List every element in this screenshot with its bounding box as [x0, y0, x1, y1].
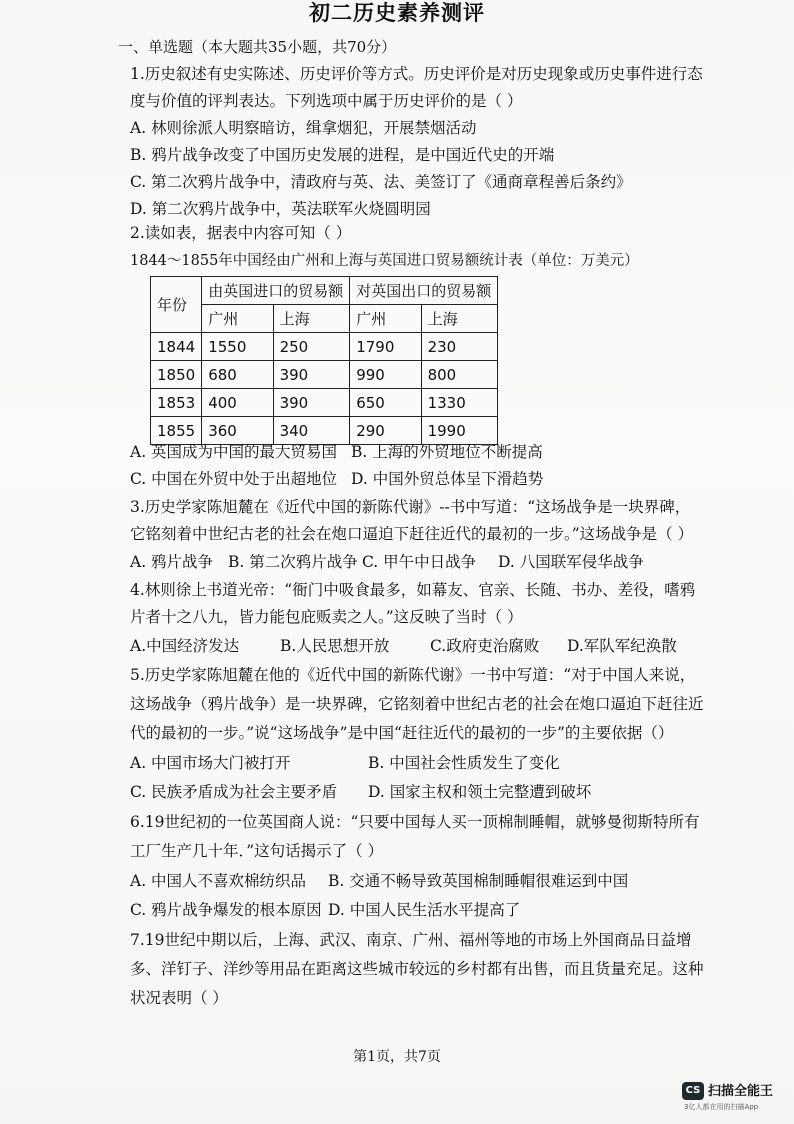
- trade-table: [150, 276, 498, 445]
- import-guangzhou-cell: 1550: [202, 333, 273, 361]
- table-subheader-row: [151, 305, 498, 333]
- export-shanghai-cell: 230: [421, 333, 498, 361]
- q4-option-a: A.中国经济发达: [130, 637, 240, 655]
- q6-option-a: A. 中国人不喜欢棉纺织品: [130, 872, 307, 890]
- q3-option-c: C. 甲午中日战争: [362, 553, 477, 571]
- watermark-name: 扫描全能王: [708, 1084, 774, 1099]
- watermark-tagline: 3亿人都在用的扫描App: [684, 1103, 759, 1111]
- q1-option-a: A. 林则徐派人明察暗访，缉拿烟犯，开展禁烟活动: [130, 119, 477, 137]
- q6-option-d: D. 中国人民生活水平提高了: [328, 901, 521, 919]
- q2-table-caption: 1844～1855年中国经由广州和上海与英国进口贸易额统计表（单位：万美元）: [130, 253, 639, 269]
- import-guangzhou-cell: 680: [202, 361, 273, 389]
- scanner-watermark: [682, 1080, 792, 1120]
- export-guangzhou-cell: 650: [350, 389, 421, 417]
- table-row: [151, 361, 498, 389]
- table-row: [151, 333, 498, 361]
- import-shanghai-cell: 390: [273, 361, 350, 389]
- export-shanghai-header: 上海: [421, 305, 498, 333]
- q6-option-b: B. 交通不畅导致英国棉制睡帽很难运到中国: [328, 872, 629, 890]
- q2-option-a: A. 英国成为中国的最大贸易国: [130, 443, 338, 461]
- q6-option-c: C. 鸦片战争爆发的根本原因: [130, 901, 322, 919]
- page-footer: 第1页，共7页: [353, 1049, 441, 1065]
- camscanner-logo-icon: CS: [682, 1082, 704, 1100]
- import-shanghai-cell: 390: [273, 389, 350, 417]
- q5-stem-line3: 代的最初的一步。”说“这场战争”是中国“赶往近代的最初的一步”的主要依据（）: [130, 724, 674, 742]
- q4-stem-line1: 4.林则徐上书道光帝：“衙门中吸食最多，如幕友、官亲、长随、书办、差役，嗜鸦: [130, 581, 696, 599]
- q5-option-c: C. 民族矛盾成为社会主要矛盾: [130, 783, 338, 801]
- q1-option-d: D. 第二次鸦片战争中，英法联军火烧圆明园: [130, 200, 431, 218]
- q6-stem-line1: 6.19世纪初的一位英国商人说：“只要中国每人买一顶棉制睡帽，就够曼彻斯特所有: [130, 813, 700, 831]
- q3-option-a: A. 鸦片战争: [130, 553, 214, 571]
- import-header: 由英国进口的贸易额: [202, 277, 350, 305]
- import-shanghai-header: 上海: [273, 305, 350, 333]
- q4-option-b: B.人民思想开放: [280, 637, 390, 655]
- q7-stem-line1: 7.19世纪中期以后，上海、武汉、南京、广州、福州等地的市场上外国商品日益增: [130, 931, 692, 949]
- q7-stem-line3: 状况表明（ ）: [130, 989, 228, 1007]
- q3-stem-line1: 3.历史学家陈旭麓在《近代中国的新陈代谢》--书中写道：“这场战争是一块界碑，: [130, 498, 691, 516]
- export-shanghai-cell: 800: [421, 361, 498, 389]
- q2-option-c: C. 中国在外贸中处于出超地位: [130, 470, 338, 488]
- q3-stem-line2: 它铭刻着中世纪古老的社会在炮口逼迫下赶往近代的最初的一步。”这场战争是（ ）: [130, 525, 694, 543]
- export-header: 对英国出口的贸易额: [350, 277, 498, 305]
- q5-option-a: A. 中国市场大门被打开: [130, 754, 291, 772]
- year-cell: 1853: [151, 389, 202, 417]
- import-guangzhou-cell: 360: [202, 417, 273, 445]
- q7-stem-line2: 多、洋钉子、洋纱等用品在距离这些城市较远的乡村都有出售，而且货量充足。这种: [130, 960, 704, 978]
- year-cell: 1844: [151, 333, 202, 361]
- year-cell: 1855: [151, 417, 202, 445]
- q5-option-d: D. 国家主权和领土完整遭到破坏: [368, 783, 592, 801]
- import-guangzhou-cell: 400: [202, 389, 273, 417]
- q6-stem-line2: 工厂生产几十年．”这句话揭示了（ ）: [130, 842, 384, 860]
- q1-stem-line2: 度与价值的评判表达。下列选项中属于历史评价的是（ ）: [130, 92, 523, 110]
- year-header: 年份: [151, 277, 202, 333]
- q5-option-b: B. 中国社会性质发生了变化: [368, 754, 560, 772]
- q4-option-d: D.军队军纪涣散: [567, 637, 677, 655]
- export-guangzhou-cell: 1790: [350, 333, 421, 361]
- export-guangzhou-cell: 290: [350, 417, 421, 445]
- q2-option-b: B. 上海的外贸地位不断提高: [351, 443, 543, 461]
- q2-option-d: D. 中国外贸总体呈下滑趋势: [351, 470, 544, 488]
- q3-option-d: D. 八国联军侵华战争: [498, 553, 644, 571]
- q5-stem-line2: 这场战争（鸦片战争）是一块界碑，它铭刻着中世纪古老的社会在炮口逼迫下赶往近: [130, 695, 704, 713]
- q5-stem-line1: 5.历史学家陈旭麓在他的《近代中国的新陈代谢》一书中写道：“对于中国人来说，: [130, 666, 696, 684]
- q3-option-b: B. 第二次鸦片战争: [228, 553, 358, 571]
- q1-option-c: C. 第二次鸦片战争中，清政府与英、法、美签订了《通商章程善后条约》: [130, 173, 632, 191]
- export-guangzhou-cell: 990: [350, 361, 421, 389]
- export-shanghai-cell: 1990: [421, 417, 498, 445]
- section-heading: 一、单选题（本大题共35小题，共70分）: [118, 38, 397, 56]
- q1-stem-line1: 1.历史叙述有史实陈述、历史评价等方式。历史评价是对历史现象或历史事件进行态: [130, 65, 703, 83]
- table-row: [151, 389, 498, 417]
- page-title: 初二历史素养测评: [309, 0, 485, 25]
- export-guangzhou-header: 广州: [350, 305, 421, 333]
- import-shanghai-cell: 250: [273, 333, 350, 361]
- import-shanghai-cell: 340: [273, 417, 350, 445]
- table-header-row: [151, 277, 498, 305]
- import-guangzhou-header: 广州: [202, 305, 273, 333]
- year-cell: 1850: [151, 361, 202, 389]
- q1-option-b: B. 鸦片战争改变了中国历史发展的进程，是中国近代史的开端: [130, 146, 555, 164]
- export-shanghai-cell: 1330: [421, 389, 498, 417]
- q2-stem: 2.读如表，据表中内容可知（ ）: [130, 224, 352, 242]
- q4-stem-line2: 片者十之八九，皆力能包庇贩卖之人。”这反映了当时（ ）: [130, 608, 523, 626]
- q4-option-c: C.政府吏治腐败: [430, 637, 540, 655]
